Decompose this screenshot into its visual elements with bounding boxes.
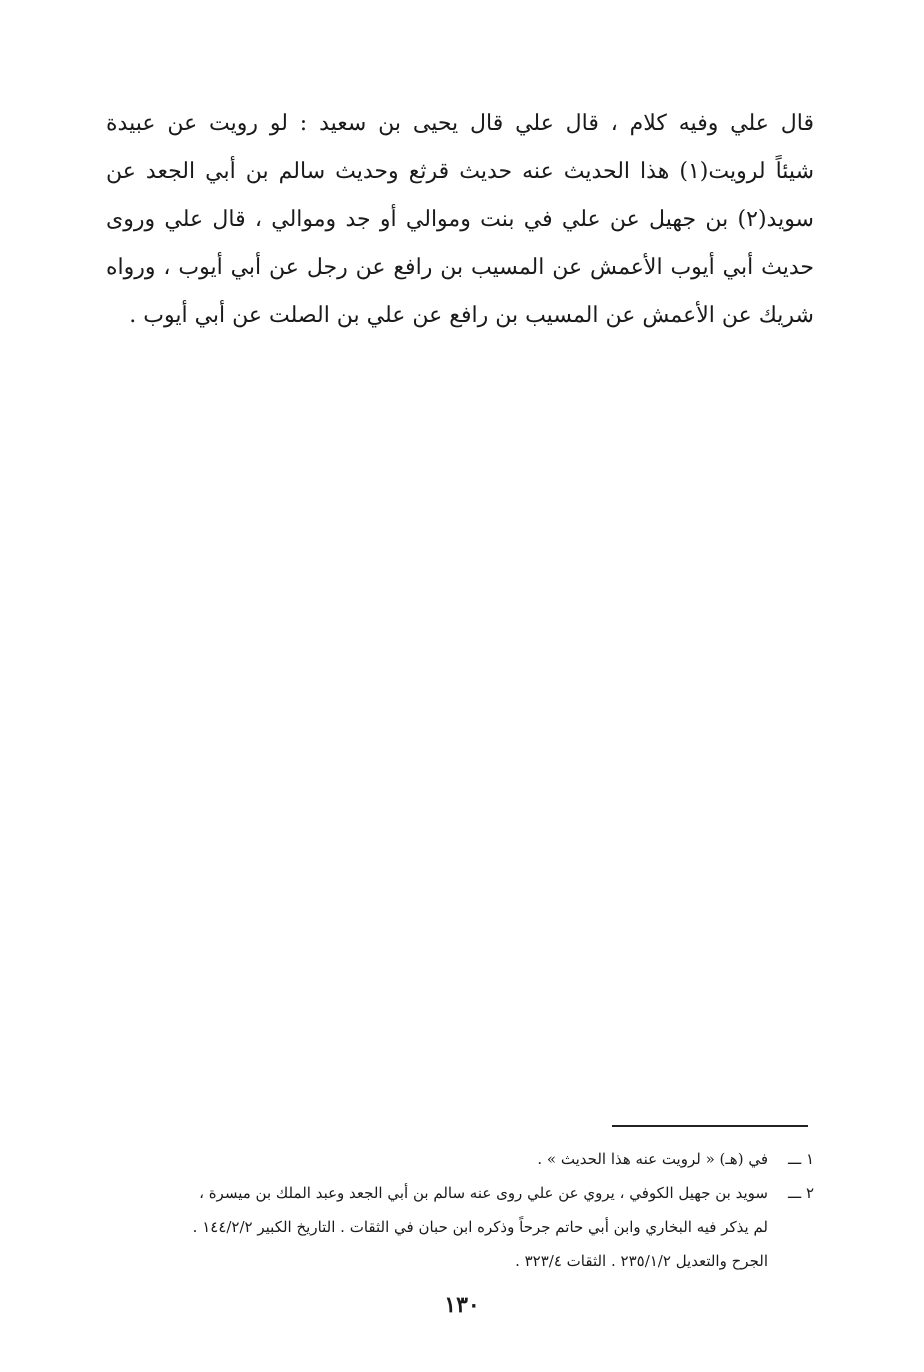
footnote-2 [100,1176,814,1210]
footnotes [100,1142,814,1278]
footnote-number: ١ ـــ [787,1150,814,1168]
main-text-line: قال علي وفيه كلام ، قال علي قال يحيى بن سعيد : لو رويت عن عبيدة [106,111,814,136]
main-text-line: حديث أبي أيوب الأعمش عن المسيب بن رافع عن رجل عن أبي أيوب ، ورواه [106,255,814,280]
main-text-line: سويد(٢) بن جهيل عن علي في بنت وموالي أو جد وموالي ، قال علي وروى [106,207,814,232]
page-number: ١٣٠ [444,1292,480,1318]
footnote-2-continuation: الجرح والتعديل ٢٣٥/١/٢ . الثقات ٣٢٣/٤ . [515,1252,768,1270]
main-text-line: شيئاً لرويت(١) هذا الحديث عنه حديث قرثع وحديث سالم بن أبي الجعد عن [106,159,814,184]
main-text-block [106,100,814,340]
footnote-number: ٢ ـــ [787,1184,814,1202]
footnote-separator [612,1125,808,1127]
footnote-2-continuation: لم يذكر فيه البخاري وابن أبي حاتم جرحاً وذكره ابن حبان في الثقات . التاريخ الكبير ١٤٤/٢/٢ . [192,1218,768,1236]
main-text-line: شريك عن الأعمش عن المسيب بن رافع عن علي بن الصلت عن أبي أيوب . [129,303,814,328]
footnote-text: سويد بن جهيل الكوفي ، يروي عن علي روى عنه سالم بن أبي الجعد وعبد الملك بن ميسرة ، [199,1184,768,1202]
footnote-1 [100,1142,814,1176]
footnote-text: في (هـ) « لرويت عنه هذا الحديث » . [537,1150,768,1168]
